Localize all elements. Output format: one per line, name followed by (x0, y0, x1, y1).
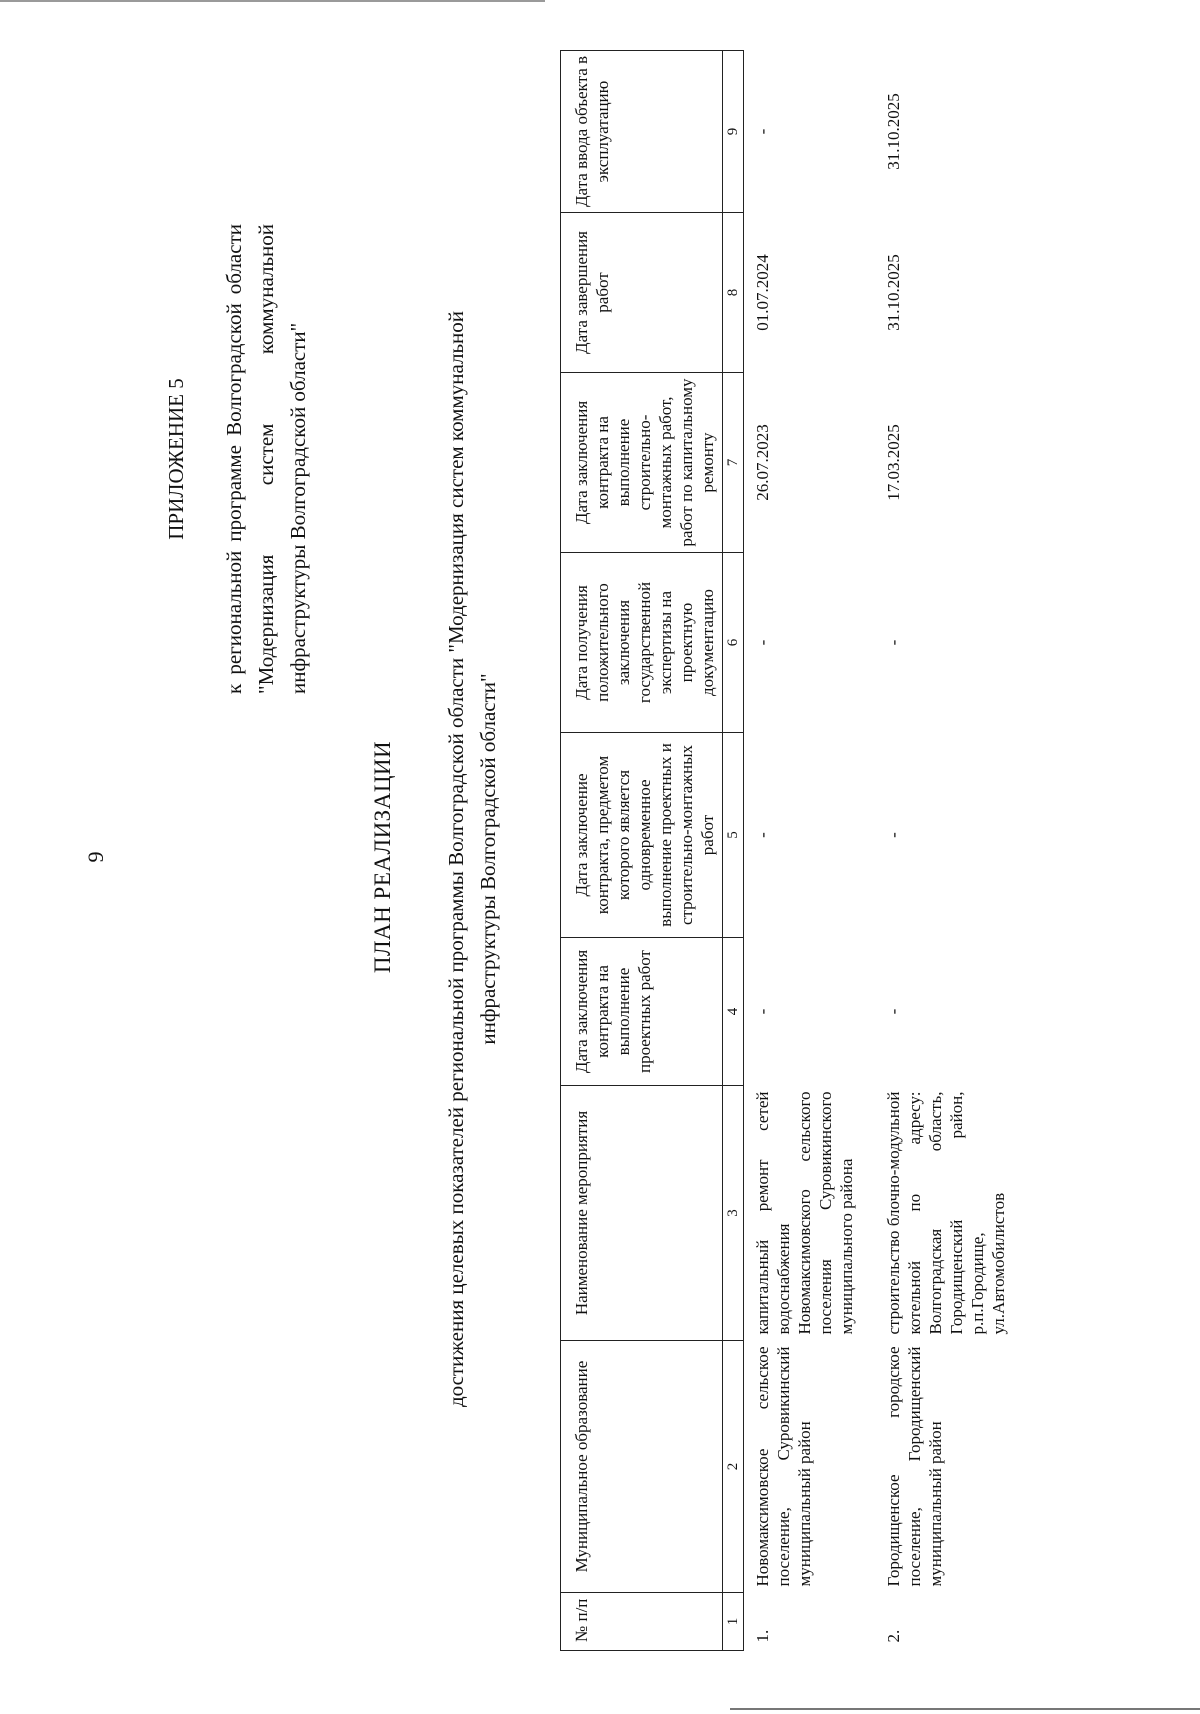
column-number: 4 (723, 938, 744, 1086)
combined-contract-date-cell: - (884, 832, 903, 838)
commissioning-date-cell: 31.10.2025 (884, 93, 903, 170)
appendix-text: к региональной программе Волгоградской области "Модернизация систем коммунальной инфраструктуры Волгоградской области" (222, 224, 310, 694)
row-number: 1. (753, 1629, 772, 1643)
appendix-title: ПРИЛОЖЕНИЕ 5 (164, 378, 188, 540)
column-number: 1 (723, 1593, 744, 1651)
expertise-date-cell: - (884, 639, 903, 646)
appendix-block (160, 224, 314, 694)
construction-contract-date-cell: 26.07.2023 (753, 424, 772, 501)
column-number: 2 (723, 1341, 744, 1593)
column-number: 6 (723, 553, 744, 733)
plan-title: ПЛАН РЕАЛИЗАЦИИ (370, 740, 395, 974)
municipality-cell: Новомаксимовское сельское поселение, Суровикинский муниципальный район (753, 1346, 814, 1587)
completion-date-cell: 31.10.2025 (884, 254, 903, 331)
column-number: 7 (723, 373, 744, 553)
commissioning-date-cell: - (753, 128, 772, 135)
construction-contract-date-cell: 17.03.2025 (884, 424, 903, 501)
header-construction-contract-date: Дата заключения контракта на выполнение строительно-монтажных работ, работ по капитальному ремонту (561, 373, 723, 553)
design-contract-date-cell: - (884, 1008, 903, 1015)
page-number: 9 (83, 851, 108, 863)
table-header-row (561, 51, 723, 1651)
table-row (744, 51, 876, 1651)
column-numbers-row (723, 51, 744, 1651)
plan-table (560, 50, 1027, 1651)
header-expertise-date: Дата получения положительного заключения государственной экспертизы на проектную документацию (561, 553, 723, 733)
column-number: 9 (723, 51, 744, 213)
header-commissioning-date: Дата ввода объекта в эксплуатацию (561, 51, 723, 213)
event-cell: строительство блочно-модульной котельной по адресу: Волгоградская область, Городищенский район, р.п.Городище, ул.Автомобилистов (884, 1091, 1008, 1335)
header-municipality: Муниципальное образование (561, 1341, 723, 1593)
row-number: 2. (884, 1629, 903, 1643)
municipality-cell: Городищенское городское поселение, Городищенский муниципальный район (884, 1346, 945, 1587)
plan-subtitle: достижения целевых показателей региональной программы Волгоградской области "Модернизация систем коммунальной инфраструктуры Волгоградской области" (444, 310, 500, 1408)
column-number: 5 (723, 733, 744, 938)
header-design-contract-date: Дата заключения контракта на выполнение проектных работ (561, 938, 723, 1086)
header-number: № п/п (561, 1593, 723, 1651)
expertise-date-cell: - (753, 639, 772, 646)
column-number: 8 (723, 213, 744, 373)
table-row (875, 51, 1027, 1651)
event-cell: капитальный ремонт сетей водоснабжения Новомаксимовского сельского поселения Суровикинского муниципального района (753, 1091, 856, 1335)
header-event: Наименование мероприятия (561, 1086, 723, 1341)
column-number: 3 (723, 1086, 744, 1341)
completion-date-cell: 01.07.2024 (753, 254, 772, 331)
design-contract-date-cell: - (753, 1008, 772, 1015)
header-completion-date: Дата завершения работ (561, 213, 723, 373)
header-combined-contract-date: Дата заключение контракта, предметом которого является одновременное выполнение проектных и строительно-монтажных работ (561, 733, 723, 938)
combined-contract-date-cell: - (753, 832, 772, 838)
